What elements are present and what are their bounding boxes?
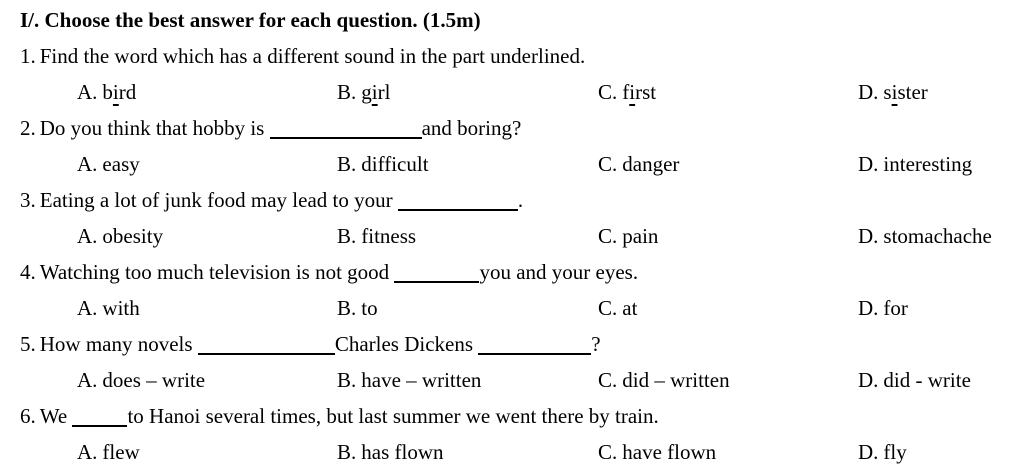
question-number: 1. (20, 44, 36, 68)
text-run: Charles Dickens (334, 332, 479, 356)
text-run: ster (897, 80, 928, 104)
options-row (77, 146, 1024, 182)
text-run: Watching too much television is not good (39, 260, 395, 284)
option-text (622, 224, 658, 248)
option-text (361, 440, 443, 464)
text-run: for (883, 296, 908, 320)
option-text (883, 296, 908, 320)
text-run: obesity (102, 224, 164, 248)
answer-option (77, 218, 337, 254)
question-number: 3. (20, 188, 36, 212)
text-run: you and your eyes. (479, 260, 639, 284)
answer-option (77, 146, 337, 182)
option-label: B. (337, 368, 357, 392)
blank-line (198, 339, 335, 355)
option-label: B. (337, 80, 357, 104)
option-text (883, 368, 970, 392)
option-label: D. (858, 440, 879, 464)
answer-option (598, 434, 858, 470)
text-run: How many novels (39, 332, 198, 356)
text-run: danger (622, 152, 680, 176)
option-text (622, 440, 716, 464)
options-row (77, 362, 1024, 398)
section-header: I/. Choose the best answer for each question. (1.5m) (20, 8, 481, 32)
text-run: rst (635, 80, 657, 104)
question-number: 5. (20, 332, 36, 356)
question-line (20, 254, 1024, 290)
option-label: A. (77, 368, 98, 392)
option-text (883, 440, 906, 464)
text-run: We (39, 404, 73, 428)
answer-option (337, 362, 598, 398)
answer-option (858, 362, 1024, 398)
option-label: A. (77, 152, 98, 176)
text-run: have – written (361, 368, 482, 392)
option-label: B. (337, 440, 357, 464)
answer-option (858, 434, 1024, 470)
option-text (361, 152, 428, 176)
text-run: and boring? (421, 116, 522, 140)
option-label: C. (598, 440, 618, 464)
answer-option (77, 290, 337, 326)
text-run: f (622, 80, 630, 104)
answer-option (858, 146, 1024, 182)
option-label: B. (337, 296, 357, 320)
text-run: easy (102, 152, 140, 176)
text-run: rl (377, 80, 391, 104)
option-label: D. (858, 80, 879, 104)
option-label: D. (858, 152, 879, 176)
answer-option (77, 434, 337, 470)
text-run: Eating a lot of junk food may lead to your (39, 188, 398, 212)
answer-option (598, 362, 858, 398)
question-text (40, 116, 522, 140)
option-text (361, 368, 481, 392)
text-run: has flown (361, 440, 444, 464)
option-label: A. (77, 80, 98, 104)
options-row (77, 290, 1024, 326)
option-label: A. (77, 296, 98, 320)
question-line (20, 110, 1024, 146)
text-run: to Hanoi several times, but last summer we went there by train. (127, 404, 659, 428)
option-label: B. (337, 224, 357, 248)
answer-option (337, 218, 598, 254)
option-text (883, 152, 972, 176)
option-text (102, 224, 163, 248)
text-run: fitness (361, 224, 417, 248)
text-run: s (883, 80, 892, 104)
option-text (102, 80, 136, 104)
option-text (622, 80, 656, 104)
text-run: to (361, 296, 378, 320)
blank-line (270, 123, 422, 139)
option-text (102, 440, 139, 464)
option-text (361, 80, 390, 104)
question-text (40, 44, 586, 68)
option-label: C. (598, 368, 618, 392)
question-text (40, 332, 601, 356)
blank-line (394, 267, 479, 283)
options-row (77, 218, 1024, 254)
option-label: C. (598, 80, 618, 104)
underlined-letter: i (371, 80, 378, 104)
answer-option (858, 218, 1024, 254)
answer-option (858, 290, 1024, 326)
text-run: interesting (883, 152, 973, 176)
text-run: at (622, 296, 638, 320)
question-line (20, 182, 1024, 218)
option-label: A. (77, 224, 98, 248)
option-text (361, 296, 377, 320)
text-run: g (361, 80, 372, 104)
text-run: flew (102, 440, 140, 464)
option-label: D. (858, 296, 879, 320)
option-text (622, 296, 637, 320)
answer-option (337, 74, 598, 110)
question-text (40, 188, 523, 212)
option-text (622, 152, 679, 176)
blank-line (398, 195, 518, 211)
text-run: have flown (622, 440, 717, 464)
question-line (20, 326, 1024, 362)
answer-option (598, 218, 858, 254)
option-label: C. (598, 152, 618, 176)
text-run: pain (622, 224, 659, 248)
text-run: stomachache (883, 224, 992, 248)
text-run: rd (118, 80, 137, 104)
option-text (102, 152, 139, 176)
option-label: C. (598, 224, 618, 248)
option-label: C. (598, 296, 618, 320)
option-label: D. (858, 224, 879, 248)
answer-option (598, 146, 858, 182)
question-number: 4. (20, 260, 36, 284)
underlined-letter: i (629, 80, 636, 104)
blank-line (72, 411, 127, 427)
option-label: D. (858, 368, 879, 392)
option-text (622, 368, 729, 392)
options-row (77, 434, 1024, 470)
text-run: fly (883, 440, 907, 464)
option-text (883, 80, 927, 104)
question-line (20, 38, 1024, 74)
text-run: ? (591, 332, 601, 356)
underlined-letter: i (891, 80, 898, 104)
answer-option (77, 362, 337, 398)
question-number: 6. (20, 404, 36, 428)
questions-list (20, 38, 1024, 470)
text-run: difficult (361, 152, 429, 176)
answer-option (337, 290, 598, 326)
options-row (77, 74, 1024, 110)
answer-option (337, 434, 598, 470)
option-label: B. (337, 152, 357, 176)
answer-option (598, 74, 858, 110)
question-text (40, 260, 638, 284)
text-run: Find the word which has a different sound in the part underlined. (39, 44, 586, 68)
option-text (102, 296, 139, 320)
question-text (40, 404, 659, 428)
option-text (102, 368, 205, 392)
answer-option (337, 146, 598, 182)
answer-option (77, 74, 337, 110)
option-text (361, 224, 416, 248)
question-number: 2. (20, 116, 36, 140)
option-text (883, 224, 991, 248)
text-run: . (517, 188, 524, 212)
text-run: did – written (622, 368, 730, 392)
text-run: did - write (883, 368, 971, 392)
question-line (20, 398, 1024, 434)
text-run: b (102, 80, 113, 104)
text-run: with (102, 296, 140, 320)
blank-line (478, 339, 591, 355)
answer-option (858, 74, 1024, 110)
answer-option (598, 290, 858, 326)
text-run: does – write (102, 368, 206, 392)
text-run: Do you think that hobby is (39, 116, 270, 140)
underlined-letter: i (112, 80, 119, 104)
option-label: A. (77, 440, 98, 464)
